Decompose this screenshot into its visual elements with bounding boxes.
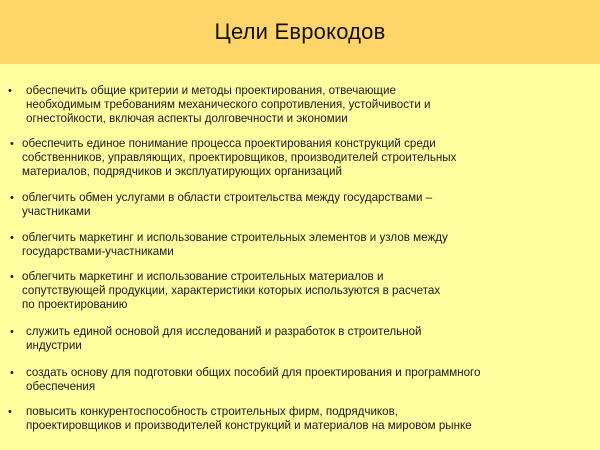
- bullet-icon: •: [10, 192, 14, 204]
- bullet-icon: •: [10, 138, 14, 150]
- list-item-text: облегчить маркетинг и использование строительных материалов и сопутствующей продукции, характеристики которых используются в расчетах по проектированию: [22, 270, 441, 311]
- list-item-text: служить единой основой для исследований и разработок в строительной индустрии: [26, 325, 422, 352]
- bullet-icon: •: [10, 367, 14, 379]
- bullet-icon: •: [8, 406, 12, 418]
- list-item-text: обеспечить общие критерии и методы проектирования, отвечающие необходимым требованиям механического сопротивления, устойчивости и огнестойкости, включая аспекты долговечности и экономии: [26, 84, 431, 125]
- bullet-icon: •: [8, 85, 12, 97]
- bullet-icon: •: [10, 232, 14, 244]
- list-item-text: повысить конкурентоспособность строительных фирм, подрядчиков, проектировщиков и производителей конструкций и материалов на мировом рынке: [26, 405, 472, 432]
- title-bar: [0, 0, 600, 64]
- list-item-text: создать основу для подготовки общих пособий для проектирования и программного обеспечения: [26, 366, 481, 393]
- list-item-text: облегчить обмен услугами в области строительства между государствами – участниками: [22, 191, 433, 218]
- list-item-text: обеспечить единое понимание процесса проектирования конструкций среди собственников, управляющих, проектировщиков, производителей строительных материалов, подрядчиков и эксплуатирующих организаций: [22, 137, 457, 178]
- list-item-text: облегчить маркетинг и использование строительных элементов и узлов между государствами-участниками: [22, 231, 448, 258]
- bullet-icon: •: [10, 326, 14, 338]
- slide-title: Цели Еврокодов: [214, 19, 386, 44]
- bullet-icon: •: [10, 271, 14, 283]
